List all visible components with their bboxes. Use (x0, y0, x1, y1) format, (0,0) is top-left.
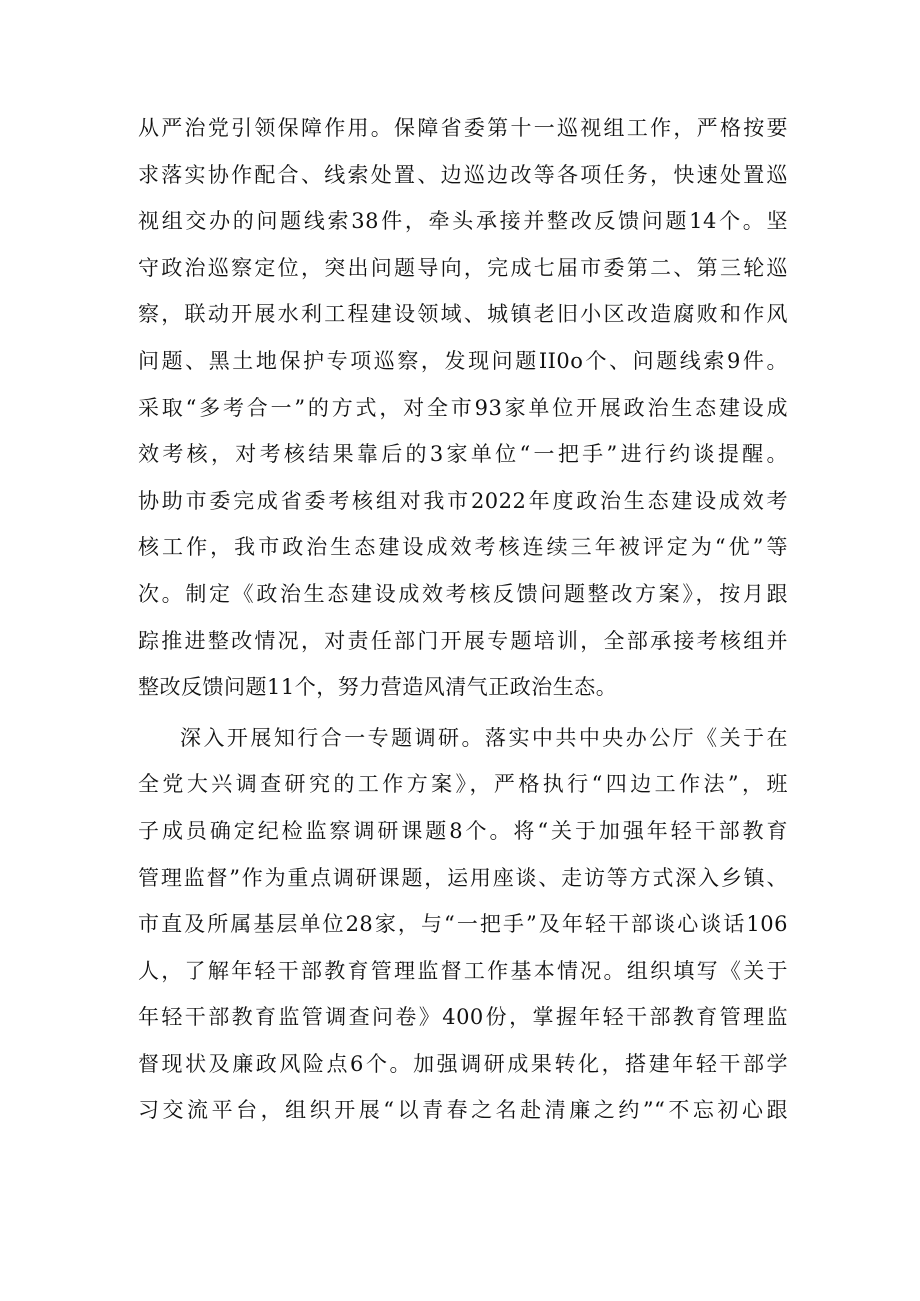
text-line: 人，了解年轻干部教育管理监督工作基本情况。组织填写《关于 (138, 958, 788, 983)
text-line: 习交流平台，组织开展“以青春之名赴清廉之约”“不忘初心跟 (138, 1098, 788, 1123)
text-line: 求落实协作配合、线索处置、边巡边改等各项任务，快速处置巡 (138, 162, 788, 187)
text-line: 视组交办的问题线索38件，牵头承接并整改反馈问题14个。坚 (138, 209, 788, 234)
text-line: 从严治党引领保障作用。保障省委第十一巡视组工作，严格按要 (138, 116, 788, 140)
text-line: 督现状及廉政风险点6个。加强调研成果转化，搭建年轻干部学 (138, 1051, 788, 1076)
text-line: 效考核，对考核结果靠后的3家单位“一把手”进行约谈提醒。 (138, 442, 788, 467)
text-line: 问题、黑土地保护专项巡察，发现问题II0o个、问题线索9件。 (138, 348, 788, 373)
text-line: 采取“多考合一”的方式，对全市93家单位开展政治生态建设成 (138, 395, 788, 420)
text-line: 深入开展知行合一专题调研。落实中共中央办公厅《关于在 (180, 725, 788, 750)
paragraph-2 (138, 715, 788, 1134)
text-line: 年轻干部教育监管调查问卷》400份，掌握年轻干部教育管理监 (138, 1005, 788, 1030)
text-line: 市直及所属基层单位28家，与“一把手”及年轻干部谈心谈话106 (138, 912, 788, 937)
text-line: 踪推进整改情况，对责任部门开展专题培训，全部承接考核组并 (138, 628, 788, 653)
text-line: 子成员确定纪检监察调研课题8个。将“关于加强年轻干部教育 (138, 818, 788, 843)
text-line: 核工作，我市政治生态建设成效考核连续三年被评定为“优”等 (138, 535, 788, 560)
text-line: 全党大兴调查研究的工作方案》，严格执行“四边工作法”，班 (138, 772, 788, 797)
text-line: 整改反馈问题11个，努力营造风清气正政治生态。 (138, 675, 618, 700)
text-line: 管理监督”作为重点调研课题，运用座谈、走访等方式深入乡镇、 (138, 865, 788, 890)
text-line: 次。制定《政治生态建设成效考核反馈问题整改方案》，按月跟 (138, 581, 788, 606)
text-line: 协助市委完成省委考核组对我市2022年度政治生态建设成效考 (138, 488, 788, 513)
paragraph-1 (138, 105, 788, 711)
text-line: 察，联动开展水利工程建设领域、城镇老旧小区改造腐败和作风 (138, 302, 788, 327)
document-body (138, 105, 788, 1134)
text-line: 守政治巡察定位，突出问题导向，完成七届市委第二、第三轮巡 (138, 255, 788, 280)
